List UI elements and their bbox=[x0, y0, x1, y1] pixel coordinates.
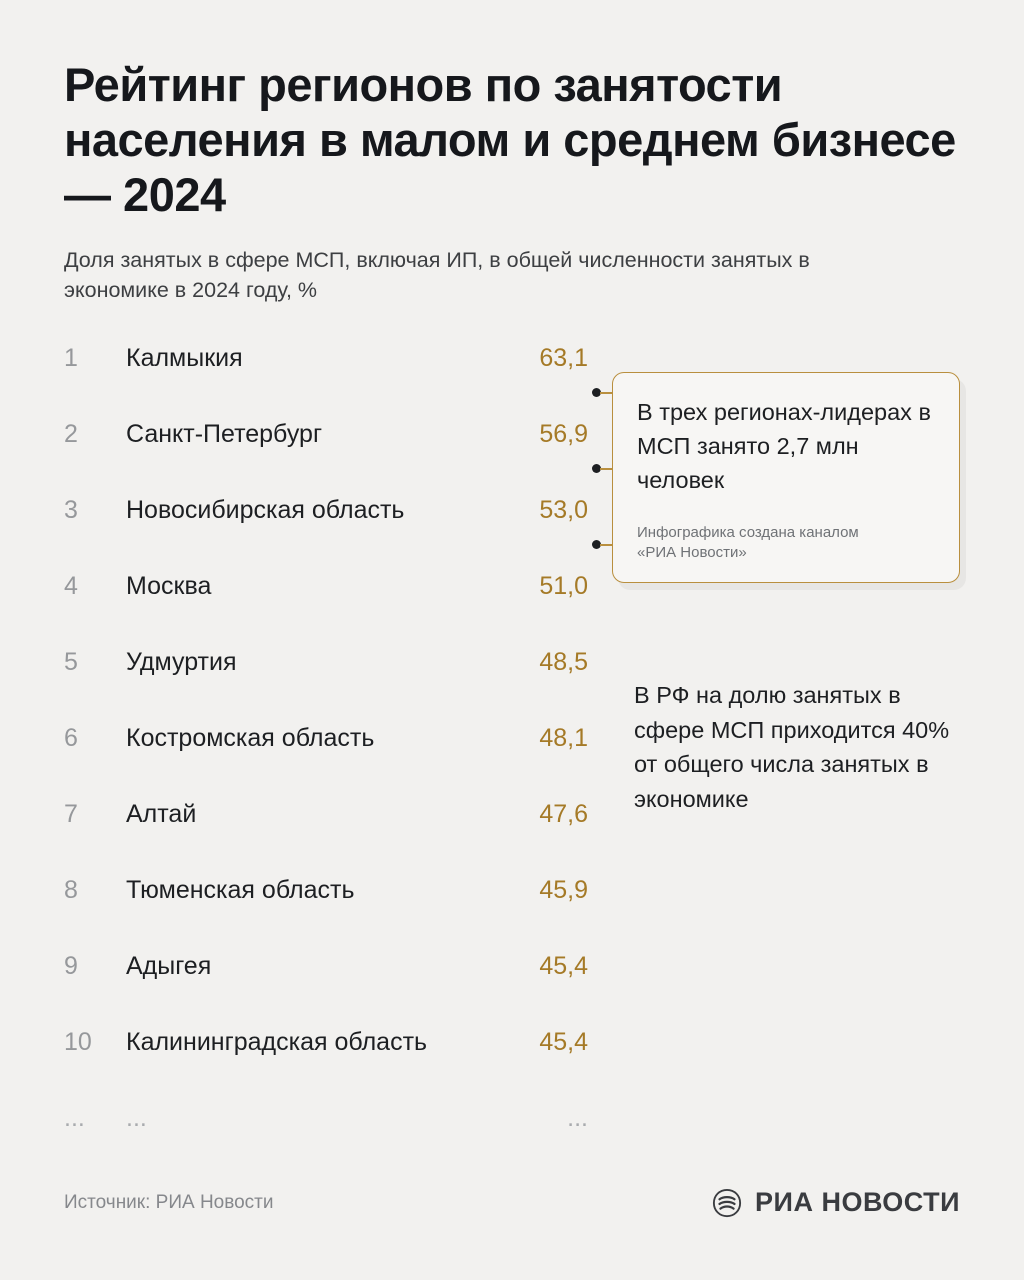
row-region: Костромская область bbox=[126, 723, 375, 752]
row-value: 45,4 bbox=[539, 951, 588, 980]
row-rank: 9 bbox=[64, 951, 78, 980]
row-rank: 2 bbox=[64, 419, 78, 448]
row-value: 48,5 bbox=[539, 647, 588, 676]
ranking-list bbox=[64, 344, 588, 1158]
row-rank: 1 bbox=[64, 343, 78, 372]
brand-logo bbox=[712, 1187, 960, 1218]
row-value: 53,0 bbox=[539, 495, 588, 524]
row-value: 45,4 bbox=[539, 1027, 588, 1056]
row-rank: 6 bbox=[64, 723, 78, 752]
row-rank: 10 bbox=[64, 1027, 92, 1056]
row-region: Калининградская область bbox=[126, 1027, 428, 1056]
row-rank: 4 bbox=[64, 571, 78, 600]
callout-box bbox=[612, 372, 960, 583]
row-region: Новосибирская область bbox=[126, 495, 405, 524]
table-row bbox=[64, 952, 588, 1028]
source-label: Источник: РИА Новости bbox=[64, 1191, 274, 1213]
row-value: 63,1 bbox=[539, 343, 588, 372]
row-region: Алтай bbox=[126, 799, 197, 828]
page-title: Рейтинг регионов по занятости населения в малом и среднем бизнесе — 2024 bbox=[64, 58, 956, 221]
row-region: Москва bbox=[126, 571, 212, 600]
row-value: 47,6 bbox=[539, 799, 588, 828]
row-value-ellipsis: ... bbox=[567, 1103, 588, 1132]
row-rank: 8 bbox=[64, 875, 78, 904]
row-rank: 7 bbox=[64, 799, 78, 828]
row-value: 51,0 bbox=[539, 571, 588, 600]
row-rank: 3 bbox=[64, 495, 78, 524]
row-region-ellipsis: ... bbox=[126, 1103, 147, 1132]
row-rank-ellipsis: ... bbox=[64, 1103, 85, 1132]
row-region: Санкт-Петербург bbox=[126, 419, 323, 448]
table-row bbox=[64, 344, 588, 420]
table-row bbox=[64, 876, 588, 952]
ria-swirl-icon bbox=[712, 1188, 742, 1218]
table-row-ellipsis bbox=[64, 1104, 588, 1158]
row-value: 56,9 bbox=[539, 419, 588, 448]
table-row bbox=[64, 572, 588, 648]
brand-name: РИА НОВОСТИ bbox=[755, 1187, 960, 1217]
side-note-text: В РФ на долю занятых в сфере МСП приходится 40% от общего числа занятых в экономике bbox=[634, 682, 950, 812]
table-row bbox=[64, 724, 588, 800]
row-region: Тюменская область bbox=[126, 875, 355, 904]
callout-text: В трех регионах-лидерах в МСП занято 2,7 млн человек bbox=[637, 399, 931, 494]
table-row bbox=[64, 1028, 588, 1104]
callout-note: Инфографика создана каналом «РИА Новости» bbox=[637, 524, 859, 562]
row-region: Удмуртия bbox=[126, 647, 237, 676]
row-region: Калмыкия bbox=[126, 343, 243, 372]
footer bbox=[64, 1187, 960, 1218]
table-row bbox=[64, 496, 588, 572]
row-rank: 5 bbox=[64, 647, 78, 676]
row-value: 48,1 bbox=[539, 723, 588, 752]
row-value: 45,9 bbox=[539, 875, 588, 904]
row-region: Адыгея bbox=[126, 951, 212, 980]
table-row bbox=[64, 648, 588, 724]
page-subtitle: Доля занятых в сфере МСП, включая ИП, в общей численности занятых в экономике в 2024 году, % bbox=[64, 247, 810, 303]
table-row bbox=[64, 420, 588, 496]
table-row bbox=[64, 800, 588, 876]
